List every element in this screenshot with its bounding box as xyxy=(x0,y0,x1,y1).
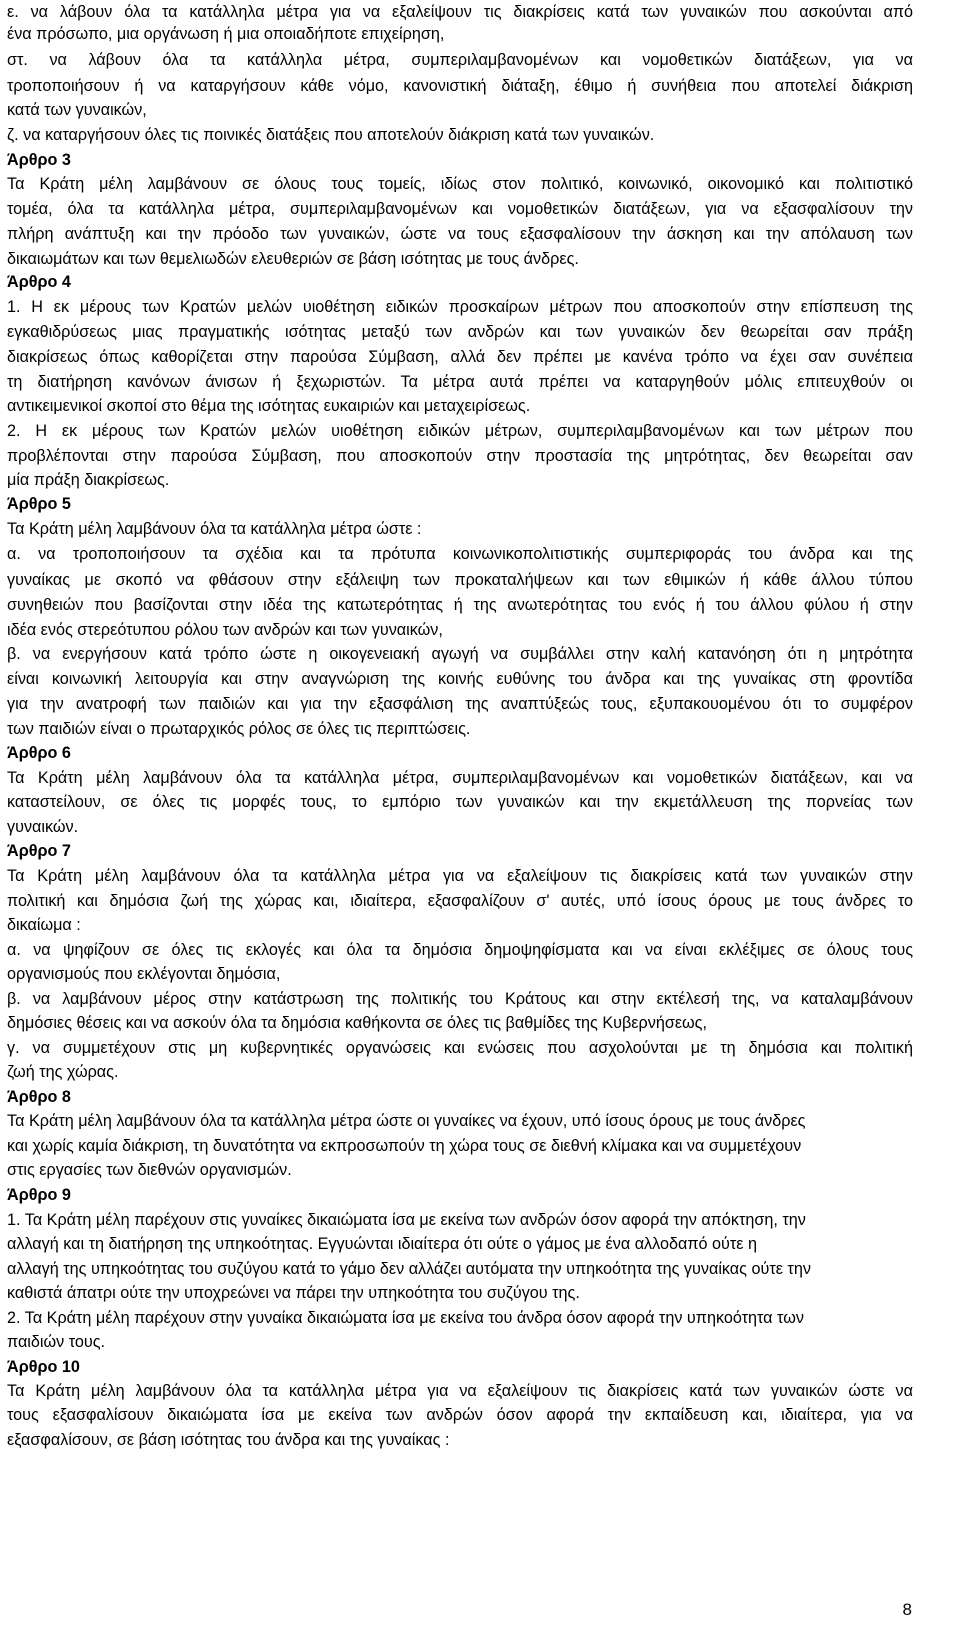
article-heading: Άρθρο 9 xyxy=(7,1186,71,1204)
text-line: καταστείλουν, σε όλες τις μορφές τους, το εμπόριο των γυναικών και την εκμετάλλευση της πορνείας των xyxy=(7,793,913,811)
text-line: τη διατήρηση κανόνων άνισων ή ξεχωριστών. Τα μέτρα αυτά πρέπει να καταργηθούν μόλις επιτευχθούν οι xyxy=(7,373,913,391)
text-line: ζ. να καταργήσουν όλες τις ποινικές διατάξεις που αποτελούν διάκριση κατά των γυναικών. xyxy=(7,126,655,144)
text-line: β. να λαμβάνουν μέρος στην κατάστρωση της πολιτικής του Κράτους και στην εκτέλεσή της, να καταλαμβάνουν xyxy=(7,990,913,1008)
text-line: δικαιωμάτων και των θεμελιωδών ελευθεριών σε βάση ισότητας με τους άνδρες. xyxy=(7,250,579,268)
text-line: διακρίσεως όπως καθορίζεται στην παρούσα Σύμβαση, αλλά δεν πρέπει με κανένα τρόπο να έχει σαν συνέπεια xyxy=(7,348,913,366)
text-line: πολιτική και δημόσια ζωή της χώρας και, ιδιαίτερα, εξασφαλίζουν σ' αυτές, υπό ίσους όρους με τους άνδρες το xyxy=(7,892,913,910)
article-heading: Άρθρο 6 xyxy=(7,744,71,762)
text-line: 1. Τα Κράτη μέλη παρέχουν στις γυναίκες δικαιώματα ίσα με εκείνα των ανδρών όσον αφορά την απόκτηση, την xyxy=(7,1211,806,1229)
article-heading: Άρθρο 3 xyxy=(7,151,71,169)
text-line: α. να ψηφίζουν σε όλες τις εκλογές και όλα τα δημόσια δημοψηφίσματα και να είναι εκλέξιμες σε όλους τους xyxy=(7,941,913,959)
text-line: για την ανατροφή των παιδιών και για την εξασφάλιση της αναπτύξεώς τους, εξυπακουομένου ότι το συμφέρον xyxy=(7,695,913,713)
text-line: ζωή της χώρας. xyxy=(7,1063,119,1081)
article-heading: Άρθρο 7 xyxy=(7,842,71,860)
text-line: τους εξασφαλίσουν δικαιώματα ίσα με εκείνα των ανδρών όσον αφορά την εκπαίδευση και, ιδιαίτερα, για να xyxy=(7,1406,913,1424)
text-line: ε. να λάβουν όλα τα κατάλληλα μέτρα για να εξαλείψουν τις διακρίσεις κατά των γυναικών που ασκούνται από xyxy=(7,3,913,21)
text-line: εγκαθιδρύσεως μιας πραγματικής ισότητας μεταξύ των ανδρών και των γυναικών δεν θεωρείται σαν πράξη xyxy=(7,323,913,341)
text-line: εξασφαλίσουν, σε βάση ισότητας του άνδρα και της γυναίκας : xyxy=(7,1431,450,1449)
text-line: γυναίκας με σκοπό να φθάσουν στην εξάλειψη των προκαταλήψεων και των εθιμικών ή κάθε άλλου τύπου xyxy=(7,571,913,589)
page-number: 8 xyxy=(902,1600,912,1619)
text-line: κατά των γυναικών, xyxy=(7,101,147,119)
article-heading: Άρθρο 5 xyxy=(7,495,71,513)
text-line: συνηθειών που βασίζονται στην ιδέα της κατωτερότητας ή της ανωτερότητας του ενός ή του άλλου φύλου ή στην xyxy=(7,596,913,614)
text-line: αντικειμενικοί σκοποί στο θέμα της ισότητας ευκαιριών και μεταχειρίσεως. xyxy=(7,397,531,415)
text-line: Τα Κράτη μέλη λαμβάνουν σε όλους τους τομείς, ιδίως στον πολιτικό, κοινωνικό, οικονομικό και πολιτιστικό xyxy=(7,175,913,193)
text-line: πλήρη ανάπτυξη και την πρόοδο των γυναικών, ώστε να τους εξασφαλίσουν την άσκηση και την απόλαυση των xyxy=(7,225,913,243)
text-line: δικαίωμα : xyxy=(7,916,81,934)
text-line: Τα Κράτη μέλη λαμβάνουν όλα τα κατάλληλα μέτρα ώστε οι γυναίκες να έχουν, υπό ίσους όρους με τους άνδρες xyxy=(7,1112,806,1130)
text-line: γυναικών. xyxy=(7,818,79,836)
text-line: γ. να συμμετέχουν στις μη κυβερνητικές οργανώσεις και ενώσεις που ασχολούνται με τη δημόσια και πολιτική xyxy=(7,1039,913,1057)
text-line: καθιστά άπατρι ούτε την υποχρεώνει να πάρει την υπηκοότητα του συζύγου της. xyxy=(7,1284,580,1302)
text-line: τομέα, όλα τα κατάλληλα μέτρα, συμπεριλαμβανομένων και νομοθετικών διατάξεων, για να εξασφαλίσουν την xyxy=(7,200,913,218)
text-line: 1. Η εκ μέρους των Κρατών μελών υιοθέτηση ειδικών προσκαίρων μέτρων που αποσκοπούν στην επίσπευση της xyxy=(7,298,913,316)
text-line: προβλέπονται στην παρούσα Σύμβαση, που αποσκοπούν στην προστασία της μητρότητας, δεν θεωρείται σαν xyxy=(7,447,913,465)
text-line: α. να τροποποιήσουν τα σχέδια και τα πρότυπα κοινωνικοπολιτιστικής συμπεριφοράς του άνδρα και της xyxy=(7,545,913,563)
text-line: είναι κοινωνική λειτουργία και στην αναγνώριση της κοινής ευθύνης του άνδρα και της γυναίκας στη φροντίδα xyxy=(7,670,913,688)
text-line: ιδέα ενός στερεότυπου ρόλου των ανδρών και των γυναικών, xyxy=(7,621,443,639)
text-line: αλλαγή της υπηκοότητας του συζύγου κατά το γάμο δεν αλλάζει αυτόματα την υπηκοότητα της γυναίκας ούτε την xyxy=(7,1260,811,1278)
text-line: 2. Τα Κράτη μέλη παρέχουν στην γυναίκα δικαιώματα ίσα με εκείνα του άνδρα όσον αφορά την υπηκοότητα των xyxy=(7,1309,804,1327)
text-line: Τα Κράτη μέλη λαμβάνουν όλα τα κατάλληλα μέτρα, συμπεριλαμβανομένων και νομοθετικών διατάξεων, και να xyxy=(7,769,913,787)
text-line: Τα Κράτη μέλη λαμβάνουν όλα τα κατάλληλα μέτρα ώστε : xyxy=(7,520,422,538)
article-heading: Άρθρο 4 xyxy=(7,273,71,291)
text-line: στις εργασίες των διεθνών οργανισμών. xyxy=(7,1161,292,1179)
text-line: και χωρίς καμία διάκριση, τη δυνατότητα να εκπροσωπούν τη χώρα τους σε διεθνή κλίμακα και να συμμετέχουν xyxy=(7,1137,802,1155)
text-line: ένα πρόσωπο, μια οργάνωση ή μια οποιαδήποτε επιχείρηση, xyxy=(7,25,445,43)
text-line: 2. Η εκ μέρους των Κρατών μελών υιοθέτηση ειδικών μέτρων, συμπεριλαμβανομένων και των μέτρων που xyxy=(7,422,913,440)
text-line: οργανισμούς που εκλέγονται δημόσια, xyxy=(7,965,281,983)
article-heading: Άρθρο 8 xyxy=(7,1088,71,1106)
text-line: Τα Κράτη μέλη λαμβάνουν όλα τα κατάλληλα μέτρα για να εξαλείψουν τις διακρίσεις κατά των γυναικών ώστε να xyxy=(7,1382,913,1400)
text-line: Τα Κράτη μέλη λαμβάνουν όλα τα κατάλληλα μέτρα για να εξαλείψουν τις διακρίσεις κατά των γυναικών στην xyxy=(7,867,913,885)
text-line: αλλαγή και τη διατήρηση της υπηκοότητας. Εγγυώνται ιδιαίτερα ότι ούτε ο γάμος με ένα αλλοδαπό ούτε η xyxy=(7,1235,758,1253)
text-line: τροποποιήσουν ή να καταργήσουν κάθε νόμο, κανονιστική διάταξη, έθιμο ή συνήθεια που αποτελεί διάκριση xyxy=(7,77,913,95)
text-line: στ. να λάβουν όλα τα κατάλληλα μέτρα, συμπεριλαμβανομένων και νομοθετικών διατάξεων, για να xyxy=(7,51,913,69)
text-line: δημόσιες θέσεις και να ασκούν όλα τα δημόσια καθήκοντα σε όλες τις βαθμίδες της Κυβερνήσεως, xyxy=(7,1014,707,1032)
text-line: των παιδιών είναι ο πρωταρχικός ρόλος σε όλες τις περιπτώσεις. xyxy=(7,720,471,738)
text-line: μία πράξη διακρίσεως. xyxy=(7,471,170,489)
text-line: παιδιών τους. xyxy=(7,1333,106,1351)
article-heading: Άρθρο 10 xyxy=(7,1358,80,1376)
text-line: β. να ενεργήσουν κατά τρόπο ώστε η οικογενειακή αγωγή να συμβάλλει στην καλή κατανόηση ότι η μητρότητα xyxy=(7,645,913,663)
